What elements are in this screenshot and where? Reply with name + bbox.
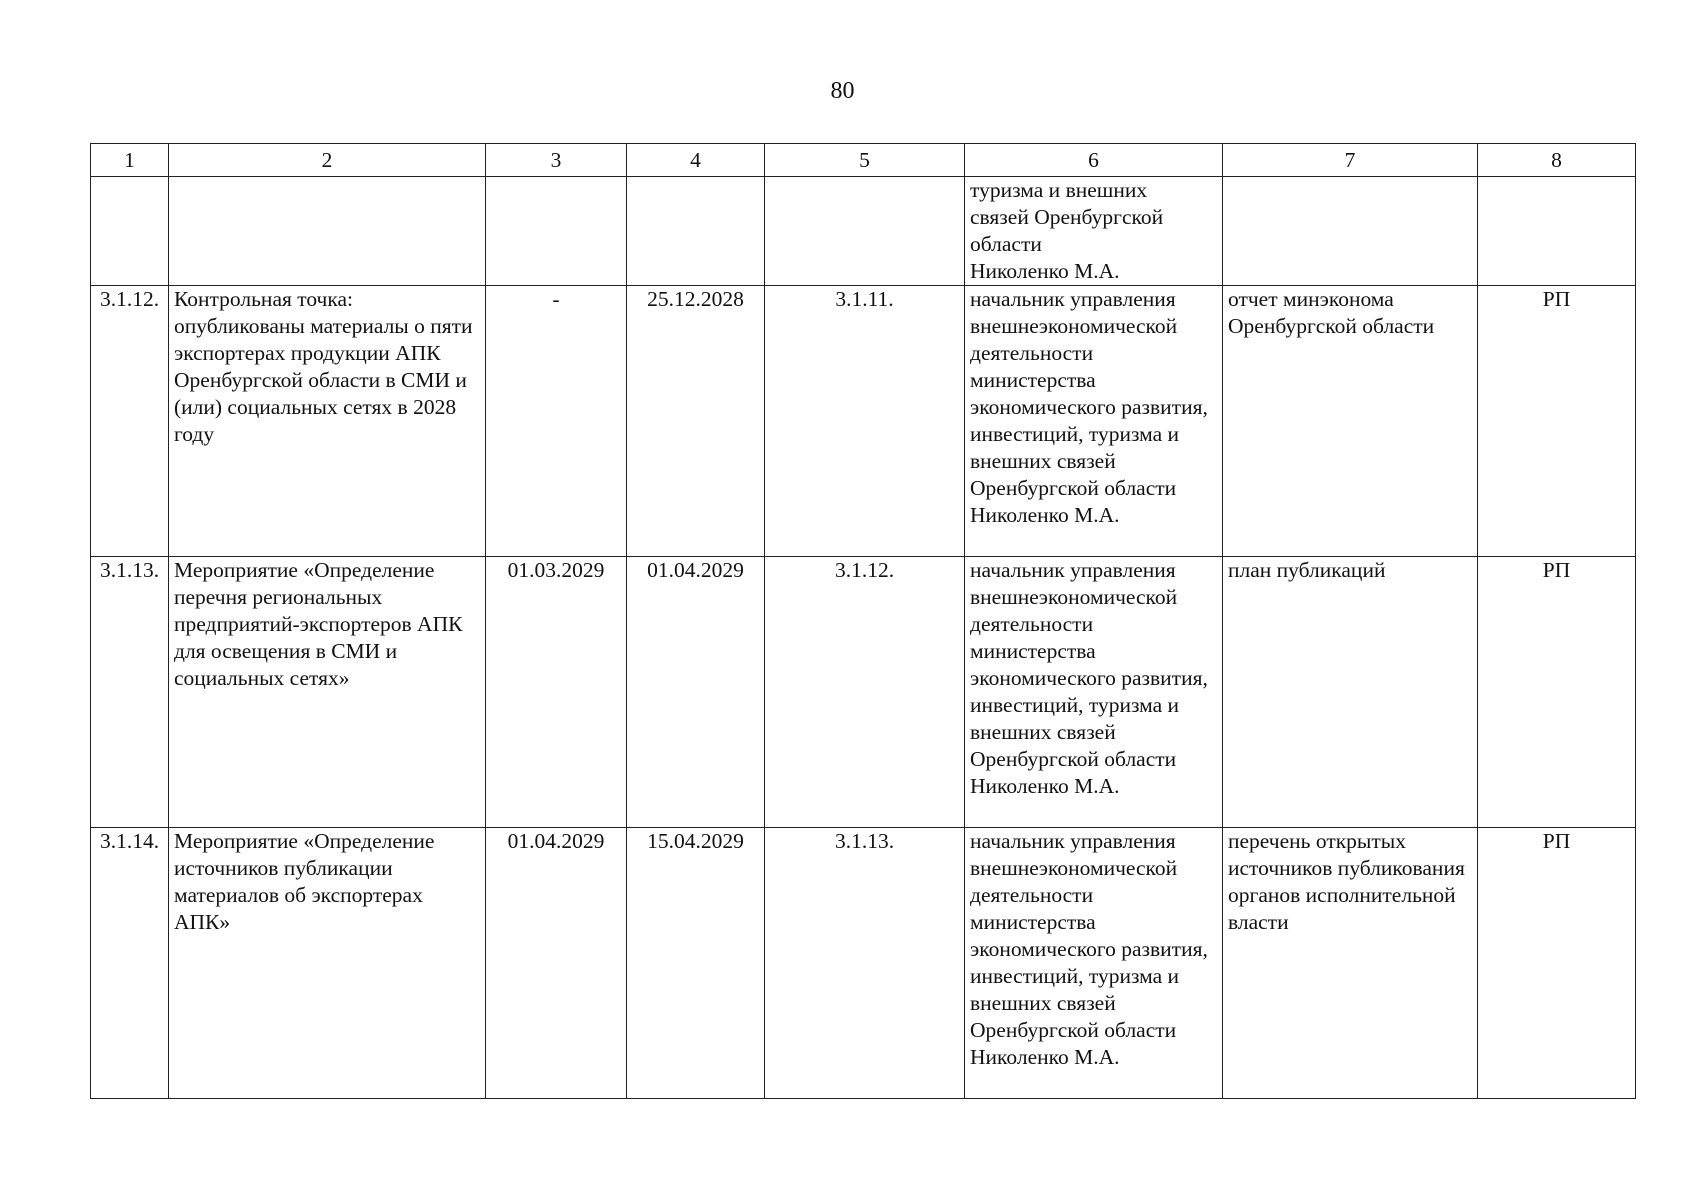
row-number-cell: 3.1.13. [91,557,169,828]
table-cell [1223,177,1478,286]
table-row [91,557,1636,828]
level-cell: РП [1478,286,1636,557]
result-cell: план публикаций [1223,557,1478,828]
level-cell: РП [1478,557,1636,828]
end-date-cell: 25.12.2028 [627,286,765,557]
result-cell: перечень открытых источников публикования органов исполнительной власти [1223,828,1478,1099]
table-cell [1478,177,1636,286]
table-row [91,828,1636,1099]
responsible-cell [965,557,1223,828]
start-date-cell: - [486,286,627,557]
row-name-cell: Мероприятие «Определение источников публикации материалов об экспортерах АПК» [169,828,486,1099]
table-cell [169,177,486,286]
responsible-text: начальник управления внешнеэкономической деятельности министерства экономического развития, инвестиций, туризма и внешних связей Оренбургской области Николенко М.А. [970,558,1208,798]
column-header: 1 [91,144,169,177]
responsible-text: начальник управления внешнеэкономической деятельности министерства экономического развития, инвестиций, туризма и внешних связей Оренбургской области Николенко М.А. [970,287,1208,527]
predecessor-cell: 3.1.12. [765,557,965,828]
end-date-cell: 15.04.2029 [627,828,765,1099]
column-number-header-row [91,144,1636,177]
row-number-cell: 3.1.14. [91,828,169,1099]
table-cell [627,177,765,286]
column-header: 6 [965,144,1223,177]
table-cell [765,177,965,286]
column-header: 4 [627,144,765,177]
start-date-cell: 01.03.2029 [486,557,627,828]
table-cell [91,177,169,286]
row-name-cell: Мероприятие «Определение перечня региональных предприятий-экспортеров АПК для освещения в СМИ и социальных сетях» [169,557,486,828]
responsible-text: туризма и внешних связей Оренбургской области Николенко М.А. [970,178,1164,283]
table-cell [486,177,627,286]
column-header: 3 [486,144,627,177]
predecessor-cell: 3.1.13. [765,828,965,1099]
plan-table [90,143,1636,1099]
result-cell: отчет минэконома Оренбургской области [1223,286,1478,557]
column-header: 7 [1223,144,1478,177]
end-date-cell: 01.04.2029 [627,557,765,828]
column-header: 2 [169,144,486,177]
row-name-cell: Контрольная точка: опубликованы материалы о пяти экспортерах продукции АПК Оренбургской области в СМИ и (или) социальных сетях в 2028 году [169,286,486,557]
page-number: 80 [830,78,855,104]
column-header: 5 [765,144,965,177]
column-header: 8 [1478,144,1636,177]
responsible-cell [965,177,1223,286]
predecessor-cell: 3.1.11. [765,286,965,557]
continuation-row [91,177,1636,286]
responsible-cell [965,286,1223,557]
responsible-cell [965,828,1223,1099]
level-cell: РП [1478,828,1636,1099]
responsible-text: начальник управления внешнеэкономической деятельности министерства экономического развития, инвестиций, туризма и внешних связей Оренбургской области Николенко М.А. [970,829,1208,1069]
start-date-cell: 01.04.2029 [486,828,627,1099]
table-row [91,286,1636,557]
row-number-cell: 3.1.12. [91,286,169,557]
